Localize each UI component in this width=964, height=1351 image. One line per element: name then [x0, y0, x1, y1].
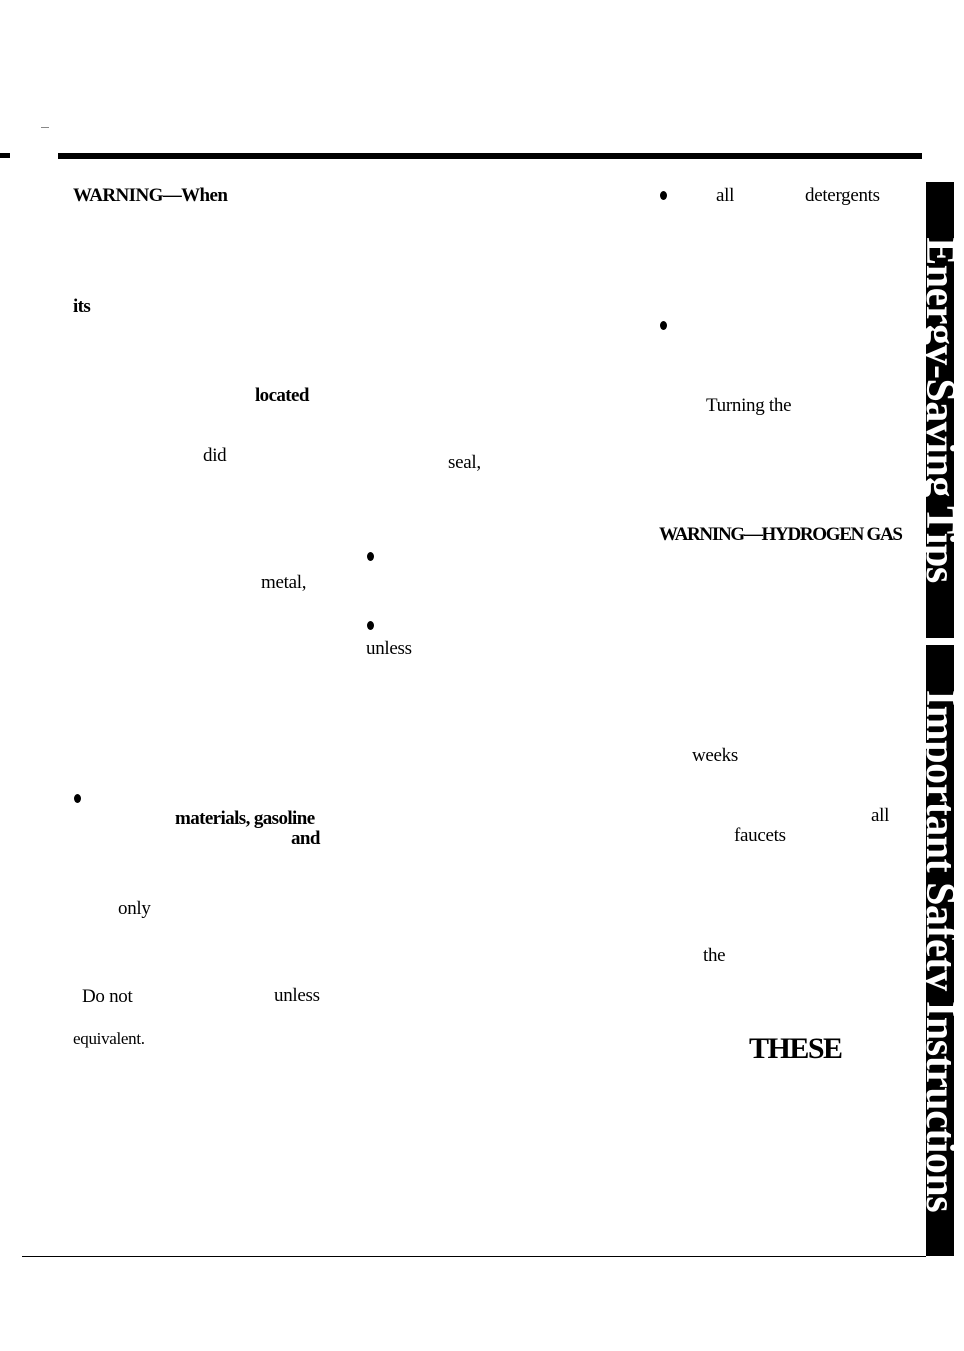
corner-mark	[41, 127, 49, 128]
text-turning-the: Turning the	[706, 395, 792, 416]
text-the: the	[703, 945, 726, 966]
section-tab-safety	[917, 645, 963, 1256]
bullet-point	[74, 794, 81, 803]
hydrogen-gas-warning: WARNING—HYDROGEN GAS	[659, 524, 902, 545]
text-did: did	[203, 445, 227, 466]
bullet-point	[367, 552, 374, 561]
text-only: only	[118, 898, 151, 919]
header-rule	[58, 153, 922, 159]
bullet-point	[367, 621, 374, 630]
warning-heading: WARNING—When	[73, 185, 228, 206]
text-its: its	[73, 296, 91, 317]
text-faucets: faucets	[734, 825, 786, 846]
text-unless: unless	[366, 638, 412, 659]
text-detergents: detergents	[805, 185, 880, 206]
bullet-point	[660, 321, 667, 330]
header-rule-edge	[0, 153, 10, 158]
text-materials-gasoline: materials, gasoline	[175, 808, 315, 829]
text-weeks: weeks	[692, 745, 738, 766]
section-tab-label: Important Safety Instructions	[917, 689, 963, 1212]
text-and: and	[291, 828, 320, 849]
bullet-point	[660, 191, 667, 200]
text-all: all	[871, 805, 890, 826]
text-all: all	[716, 185, 735, 206]
text-these: THESE	[749, 1032, 842, 1065]
text-unless: unless	[274, 985, 320, 1006]
text-equivalent: equivalent.	[73, 1029, 145, 1048]
footer-rule	[22, 1256, 926, 1257]
text-seal: seal,	[448, 452, 481, 473]
section-tab-label: Energy-Saving Tips	[917, 237, 963, 583]
text-metal: metal,	[261, 572, 307, 593]
text-do-not: Do not	[82, 986, 133, 1007]
section-tab-energy-saving	[917, 182, 963, 638]
text-located: located	[255, 385, 309, 406]
